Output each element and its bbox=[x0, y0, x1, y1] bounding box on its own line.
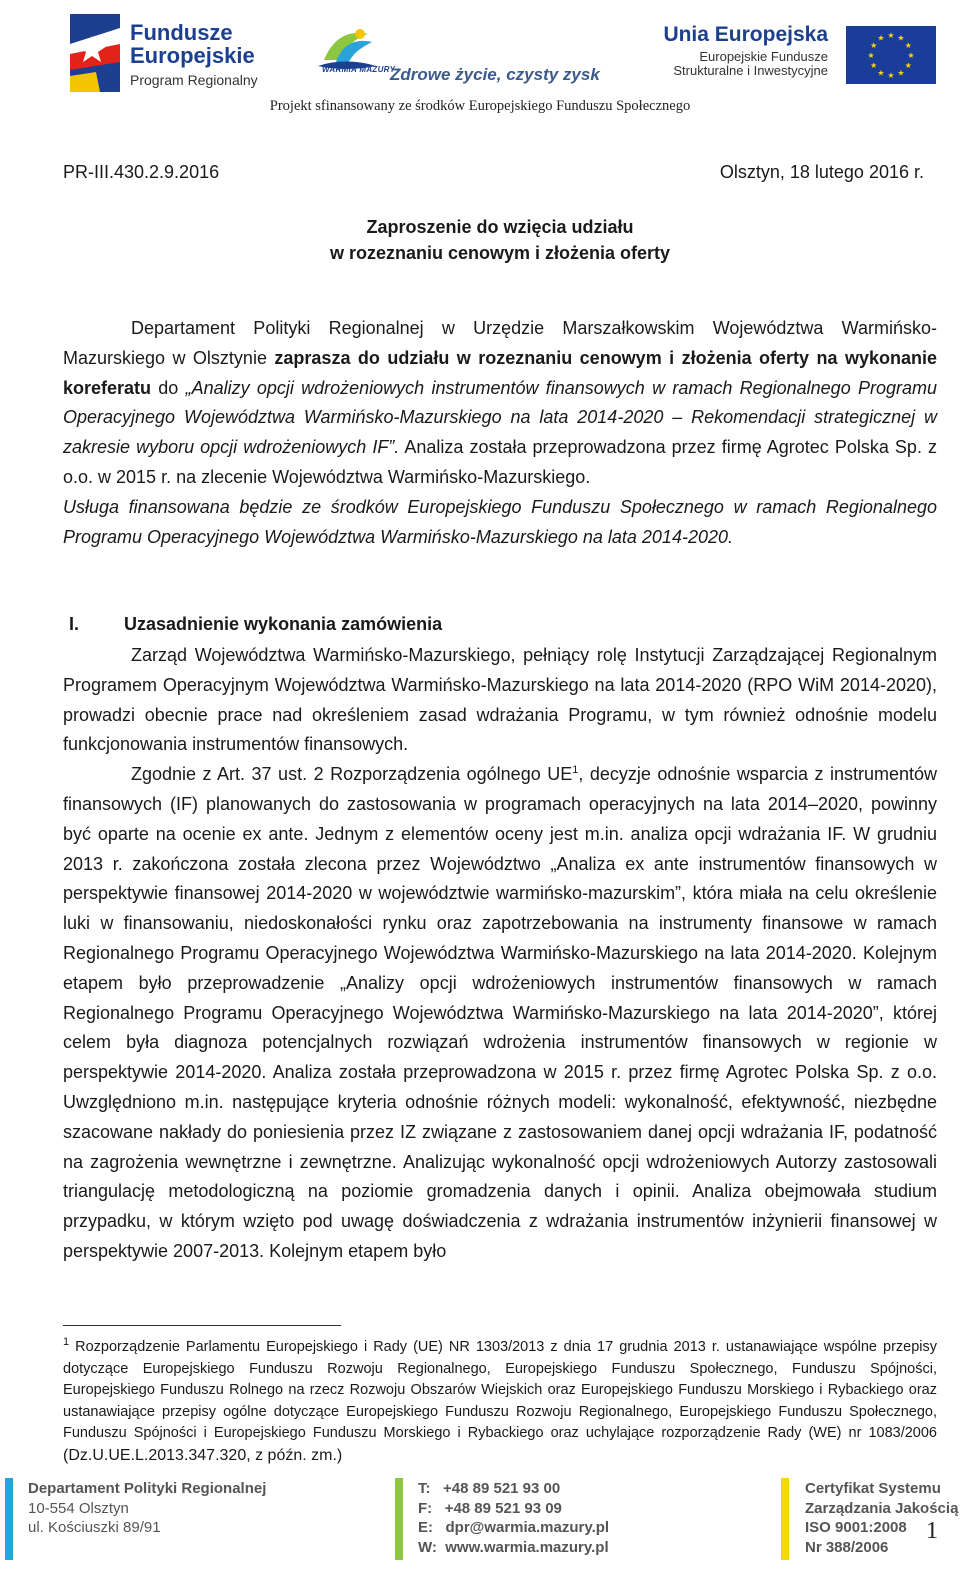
svg-text:★: ★ bbox=[867, 51, 875, 60]
footnote-number: 1 bbox=[63, 1336, 70, 1349]
unia-europejska-wordmark bbox=[663, 24, 828, 77]
title-line2: w rozeznaniu cenowym i złożenia oferty bbox=[329, 243, 671, 263]
section1-paragraph1: Zarząd Województwa Warmińsko-Mazurskiego, pełniący rolę Instytucji Zarządzającej Regionalnym Programem Operacyjnym Województwa Warmińsko-Mazurskiego na lata 2014-2020 (RPO WiM 2014-2020), prowadzi obecnie prace nad określeniem zasad wdrażania Programu, w tym również odnośnie modelu funkcjonowania instrumentów finansowych. bbox=[63, 645, 937, 755]
section-heading bbox=[63, 614, 442, 635]
footer-contact: T: +48 89 521 93 00 F: +48 89 521 93 09 E: dpr@warmia.mazury.pl W: www.warmia.mazury.pl bbox=[418, 1480, 610, 1556]
section-title: Uzasadnienie wykonania zamówienia bbox=[124, 614, 443, 634]
fe-line1: Fundusze bbox=[130, 20, 233, 45]
footer-postal: 10-554 Olsztyn bbox=[28, 1499, 129, 1517]
footer-accent-blue bbox=[5, 1478, 13, 1560]
fe-line2: Europejskie bbox=[130, 43, 255, 68]
svg-text:★: ★ bbox=[870, 61, 878, 70]
svg-text:★: ★ bbox=[887, 71, 895, 80]
svg-text:★: ★ bbox=[897, 68, 905, 78]
svg-text:★: ★ bbox=[904, 61, 912, 70]
svg-text:★: ★ bbox=[887, 31, 895, 40]
eu-flag-icon bbox=[846, 26, 936, 84]
fundusze-europejskie-logo-icon bbox=[70, 14, 120, 92]
document-title bbox=[0, 214, 960, 266]
project-funding-line: Projekt sfinansowany ze środków Europejskiego Funduszu Społecznego bbox=[269, 98, 691, 114]
svg-text:★: ★ bbox=[907, 51, 915, 60]
footnote bbox=[63, 1337, 937, 1467]
footer-website[interactable]: www.warmia.mazury.pl bbox=[445, 1538, 609, 1556]
footer-street: ul. Kościuszki 89/91 bbox=[28, 1519, 161, 1536]
footer-dept: Departament Polityki Regionalnej bbox=[28, 1480, 267, 1497]
footnote-text: Rozporządzenie Parlamentu Europejskiego i Rady (UE) NR 1303/2013 z dnia 17 grudnia 2013 r. ustanawiające wspólne przepisy dotyczące Europejskiego Funduszu Rozwoju Regionalnego, Europejskiego Funduszu Społecznego, Funduszu Spójności, Europejskiego Funduszu Rolnego na rzecz Rozwoju Obszarów Wiejskich oraz Europejskiego Funduszu Morskiego i Rybackiego oraz ustanawiające przepisy ogólne dotyczące Europejskiego Funduszu Rozwoju Regionalnego, Europejskiego Funduszu Społecznego, Funduszu Spójności i Europejskiego Funduszu Morskiego i Rybackiego oraz uchylające rozporządzenie Rady (WE) nr 1083/2006 bbox=[63, 1339, 937, 1441]
footer-certificate: Certyfikat Systemu Zarządzania Jakością ISO 9001:2008 Nr 388/2006 bbox=[805, 1480, 959, 1556]
svg-text:★: ★ bbox=[877, 33, 885, 43]
svg-text:★: ★ bbox=[897, 33, 905, 43]
footnote-citation: (Dz.U.UE.L.2013.347.320, z późn. zm.) bbox=[63, 1446, 343, 1464]
ue-line3: Strukturalne i Inwestycyjne bbox=[673, 62, 828, 78]
intro-section bbox=[63, 314, 937, 552]
warmia-mazury-logo-icon bbox=[316, 26, 378, 84]
svg-text:★: ★ bbox=[877, 68, 885, 78]
fe-line3: Program Regionalny bbox=[130, 72, 258, 88]
footer-phone: +48 89 521 93 00 bbox=[443, 1480, 561, 1497]
reference-number: PR-III.430.2.9.2016 bbox=[63, 162, 220, 182]
section1-body bbox=[63, 641, 937, 1267]
footer-fax: +48 89 521 93 09 bbox=[444, 1499, 562, 1517]
slogan: Zdrowe życie, czysty zysk bbox=[390, 65, 600, 84]
invitation-bold: zaprasza do udziału w rozeznaniu cenowym i złożenia oferty na wykonanie koreferatu bbox=[63, 347, 937, 398]
footer-accent-green bbox=[395, 1478, 403, 1560]
svg-text:★: ★ bbox=[870, 41, 878, 50]
footer-email[interactable]: dpr@warmia.mazury.pl bbox=[445, 1519, 610, 1536]
ue-line1: Unia Europejska bbox=[663, 23, 828, 46]
fundusze-europejskie-wordmark bbox=[130, 22, 258, 87]
footnote-ref: 1 bbox=[572, 764, 579, 777]
page-number: 1 bbox=[926, 1518, 938, 1544]
funding-paragraph: Usługa finansowana będzie ze środków Europejskiego Funduszu Społecznego w ramach Regionalnego Programu Operacyjnego Województwa Warmińsko-Mazurskiego na lata 2014-2020. bbox=[63, 496, 937, 547]
warmia-mazury-name: WARMIA MAZURY bbox=[322, 65, 396, 74]
analysis-title: „Analizy opcji wdrożeniowych instrumentów finansowych w ramach Regionalnego Programu Operacyjnego Województwa Warmińsko-Mazurskiego na lata 2014-2020 – Rekomendacji strategicznej w zakresie wyboru opcji wdrożeniowych IF”. bbox=[63, 377, 937, 458]
footnote-divider bbox=[63, 1325, 341, 1326]
place-date: Olsztyn, 18 lutego 2016 r. bbox=[719, 162, 924, 182]
title-line1: Zaproszenie do wzięcia udziału bbox=[366, 217, 634, 237]
section-number: I. bbox=[69, 614, 80, 634]
ue-line2: Europejskie Fundusze bbox=[699, 49, 828, 65]
svg-text:★: ★ bbox=[904, 41, 912, 50]
intro-paragraph: Departament Polityki Regionalnej w Urzędzie Marszałkowskim Województwa Warmińsko-Mazurskiego w Olsztynie zaprasza do udziału w rozeznaniu cenowym i złożenia oferty na wykonanie koreferatu do „Analizy opcji wdrożeniowych instrumentów finansowych w ramach Regionalnego Programu Operacyjnego Województwa Warmińsko-Mazurskiego na lata 2014-2020 – Rekomendacji strategicznej w zakresie wyboru opcji wdrożeniowych IF”. Analiza została przeprowadzona przez firmę Agrotec Polska Sp. z o.o. w 2015 r. na zlecenie Województwa Warmińsko-Mazurskiego. bbox=[63, 318, 937, 487]
footer-address bbox=[28, 1479, 266, 1538]
footer-accent-yellow bbox=[781, 1478, 789, 1560]
section1-paragraph2: Zgodnie z Art. 37 ust. 2 Rozporządzenia ogólnego $UE^1$, decyzje odnośnie wsparcia z instrumentów finansowych (IF) planowanych do zastosowania w programach operacyjnych na lata 2014–2020, powinny być oparte na ocenie ex ante. Jednym z elementów oceny jest m.in. analiza opcji wdrażania IF. W grudniu 2013 r. zakończona została zlecona przez Województwo „Analiza ex ante instrumentów finansowych w perspektywie finansowej 2014-2020 w województwie warmińsko-mazurskim”, która miała na celu określenie luki w finansowaniu, niedoskonałości rynku oraz zapotrzebowania na instrumenty finansowe w ramach Regionalnego Programu Operacyjnego Województwa Warmińsko-Mazurskiego na lata 2014-2020. Kolejnym etapem było przeprowadzenie „Analizy opcji wdrożeniowych instrumentów finansowych w ramach Regionalnego Programu Operacyjnego Województwa Warmińsko-Mazurskiego na lata 2014-2020”, której celem była diagnoza potencjalnych rozwiązań wdrożenia instrumentów finansowych w regionie w perspektywie 2014-2020. Analiza została przeprowadzona w 2015 r. przez firmę Agrotec Polska Sp. z o.o. Uwzględniono m.in. następujące kryteria odnośnie różnych modeli: wykonalność, efektywność, niezbędne szacowane nakłady do poniesienia przez IZ związane z zastosowaniem danej opcji wdrażania IF, podatność na zagrożenia wewnętrzne i zewnętrzne. Analizując wykonalność opcji wdrożeniowych Autorzy zastosowali triangulację metodologiczną na poziomie gromadzenia danych i opinii. Analiza obejmowała studium przypadku, w którym wzięto pod uwagę doświadczenia z wdrażania instrumentów inżynierii finansowej w perspektywie 2007-2013. Kolejnym etapem było bbox=[63, 764, 937, 1261]
